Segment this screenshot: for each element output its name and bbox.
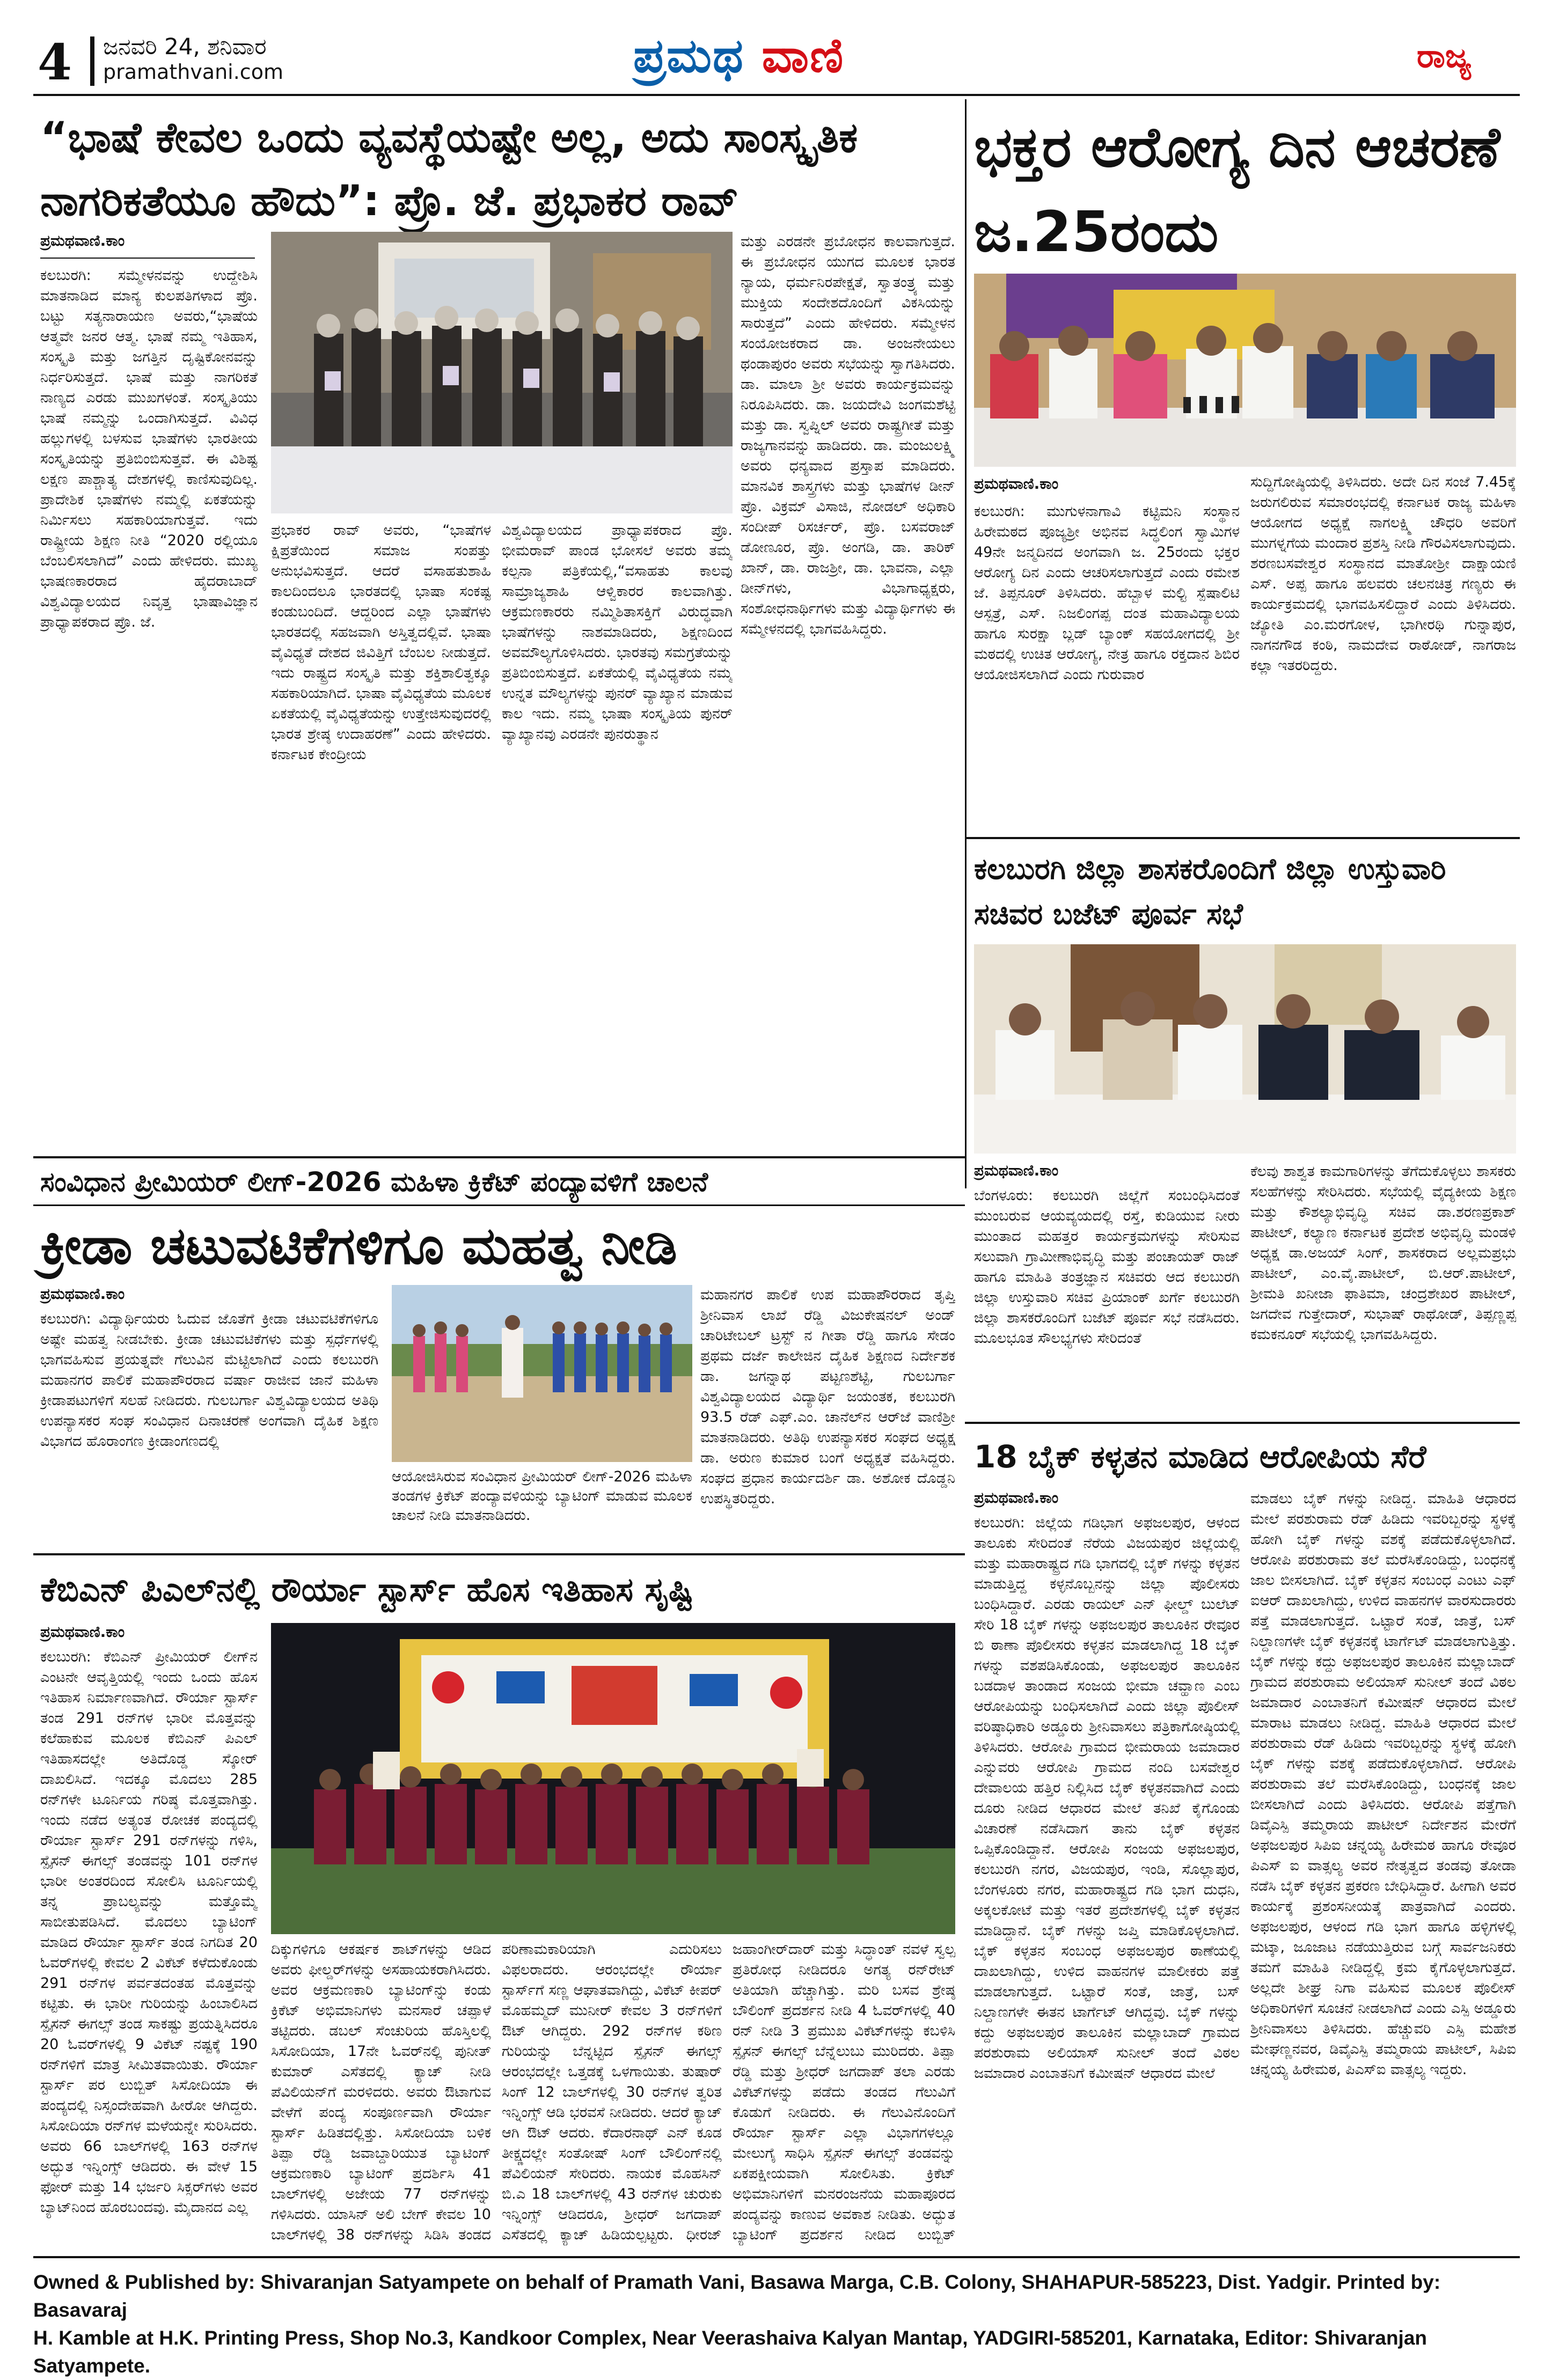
- imprint-footer: [33, 2268, 1520, 2380]
- language-col2: ಪ್ರಭಾಕರ ರಾವ್ ಅವರು, “ಭಾಷೆಗಳ ಕ್ಷಿಪ್ರತೆಯಿಂದ ಸಮಾಜ ಸಂಪತ್ತು ಅನುಭವಿಸುತ್ತದೆ. ಆದರೆ ವಸಾಹತುಶಾಹಿ ಕಾಲದಿಂದಲೂ ಭಾರತದಲ್ಲಿ ಭಾಷಾ ಸಂಕಷ್ಟ ಕಂಡುಬಂದಿದೆ. ಆದ್ದರಿಂದ ಎಲ್ಲಾ ಭಾಷೆಗಳು ಭಾರತದಲ್ಲಿ ಸಹಜವಾಗಿ ಅಸ್ತಿತ್ವದಲ್ಲಿವೆ. ಭಾಷಾ ವೈವಿಧ್ಯತೆ ದೇಶದ ಜಿವಿತ್ತಿಗೆ ಬೆಂಬಲ ನೀಡುತ್ತದೆ. ಇದು ರಾಷ್ಟ್ರದ ಸಂಸ್ಕೃತಿ ಮತ್ತು ಶಕ್ತಿಶಾಲಿತ್ವಕ್ಕೂ ಸಹಕಾರಿಯಾಗಿದೆ. ಭಾಷಾ ವೈವಿಧ್ಯತೆಯ ಮೂಲಕ ಏಕತೆಯಲ್ಲಿ ವೈವಿಧ್ಯತೆಯನ್ನು ಉತ್ತೇಜಿಸುವುದರಲ್ಲಿ ಭಾರತ ಶ್ರೇಷ್ಠ ಉದಾಹರಣೆ” ಎಂದು ಹೇಳಿದರು. ಕರ್ನಾಟಕ ಕೇಂದ್ರೀಯ: [271, 522, 491, 763]
- byline-rule: [40, 258, 255, 259]
- budget-col2: ಕೆಲವು ಶಾಶ್ವತ ಕಾಮಗಾರಿಗಳನ್ನು ತೆಗೆದುಕೊಳ್ಳಲು ಶಾಸಕರು ಸಲಹೆಗಳನ್ನು ಸೇರಿಸಿದರು. ಸಭೆಯಲ್ಲಿ ವೈದ್ಯಕೀಯ ಶಿಕ್ಷಣ ಮತ್ತು ಕೌಶಲ್ಯಾಭಿವೃದ್ಧಿ ಸಚಿವ ಡಾ.ಶರಣಪ್ರಕಾಶ್ ಪಾಟೀಲ್, ಕಲ್ಯಾಣ ಕರ್ನಾಟಕ ಪ್ರದೇಶ ಅಭಿವೃದ್ಧಿ ಮಂಡಳಿ ಅಧ್ಯಕ್ಷ ಡಾ.ಅಜಯ್ ಸಿಂಗ್, ಶಾಸಕರಾದ ಅಲ್ಲಮಪ್ರಭು ಪಾಟೀಲ್, ಎಂ.ವೈ.ಪಾಟೀಲ್, ಬಿ.ಆರ್.ಪಾಟೀಲ್, ಶ್ರೀಮತಿ ಖನೀಜಾ ಫಾತಿಮಾ, ಚಂದ್ರಶೇಖರ ಪಾಟೀಲ್, ಜಗದೇವ ಗುತ್ತೇದಾರ್, ಸುಭಾಷ್ ರಾಥೋಡ್, ತಿಪ್ಪಣ್ಣಪ್ಪ ಕಮಕನೂರ್ ಸಭೆಯಲ್ಲಿ ಭಾಗವಹಿಸಿದ್ದರು.: [1250, 1163, 1516, 1343]
- language-col4: ಮತ್ತು ಎರಡನೇ ಪ್ರಬೋಧನ ಕಾಲವಾಗುತ್ತದೆ. ಈ ಪ್ರಬೋಧನ ಯುಗದ ಮೂಲಕ ಭಾರತ ನ್ಯಾಯ, ಧರ್ಮನಿರಪೇಕ್ಷತೆ, ಸ್ವಾತಂತ್ರ್ಯ ಮತ್ತು ಮುಕ್ತಿಯ ಸಂದೇಶದೊಂದಿಗೆ ವಿಕಸಿಯನ್ನು ಸಾರುತ್ತದೆ” ಎಂದು ಹೇಳಿದರು. ಸಮ್ಮೇಳನ ಸಂಯೋಜಕರಾದ ಡಾ. ಅಂಜನೇಯಲು ಥಂಡಾಪುರಂ ಅವರು ಸಭೆಯನ್ನು ಸ್ವಾಗತಿಸಿದರು. ಡಾ. ಮಾಲಾ ಶ್ರೀ ಅವರು ಕಾರ್ಯಕ್ರಮವನ್ನು ನಿರೂಪಿಸಿದರು. ಡಾ. ಜಯದೇವಿ ಜಂಗಮಶೆಟ್ಟಿ ಮತ್ತು ಡಾ. ಸ್ವಪ್ನಿಲ್ ಅವರು ರಾಷ್ಟ್ರಗೀತೆ ಮತ್ತು ರಾಜ್ಯಗಾನವನ್ನು ಹಾಡಿದರು. ಡಾ. ಮಂಜುಲಕ್ಷ್ಮಿ ಅವರು ಧನ್ಯವಾದ ಪ್ರಸ್ತಾಪ ಮಾಡಿದರು. ಮಾನವಿಕ ಶಾಸ್ತ್ರಗಳು ಮತ್ತು ಭಾಷೆಗಳ ಡೀನ್ ಪ್ರೊ. ವಿಕ್ರಮ್ ವಿಸಾಜಿ, ನೋಡಲ್ ಅಧಿಕಾರಿ ಸಂದೀಪ್ ರಿಸರ್ಚರ್, ಪ್ರೊ. ಬಸವರಾಜ್ ಡೋಣೂರ, ಪ್ರೊ. ಅಂಗಡಿ, ಡಾ. ತಾರಿಕ್ ಖಾನ್, ಡಾ. ರಾಜಶ್ರೀ, ಡಾ. ಭಾವನಾ, ಎಲ್ಲಾ ಡೀನ್‌ಗಳು, ವಿಭಾಗಾಧ್ಯಕ್ಷರು, ಸಂಶೋಧನಾರ್ಥಿಗಳು ಮತ್ತು ವಿದ್ಯಾರ್ಥಿಗಳು ಈ ಸಮ್ಮೇಳನದಲ್ಲಿ ಭಾಗವಹಿಸಿದ್ದರು.: [741, 233, 955, 637]
- kpl-team-photo: [271, 1623, 955, 1934]
- theft-top-rule: [965, 1422, 1520, 1424]
- theft-col2: ಮಾಡಲು ಬೈಕ್ ಗಳನ್ನು ನೀಡಿದ್ದ. ಮಾಹಿತಿ ಆಧಾರದ ಮೇಲೆ ಪರಶುರಾಮ ರೆಡ್ ಹಿಡಿದು ಇವರಿಬ್ಬರನ್ನು ಸ್ಥಳಕ್ಕೆ ಹೋಗಿ ಬೈಕ್ ಗಳನ್ನು ವಶಕ್ಕೆ ಪಡೆದುಕೊಳ್ಳಲಾಗಿದೆ. ಆರೋಪಿ ಪರಶುರಾಮ ತಲೆ ಮರೆಸಿಕೊಂಡಿದ್ದು, ಬಂಧನಕ್ಕೆ ಜಾಲ ಬೀಸಲಾಗಿದೆ. ಬೈಕ್ ಕಳ್ಳತನ ಸಂಬಂಧ ಎಂಟು ಎಫ್ ಐಆರ್ ದಾಖಲಾಗಿದ್ದು, ಉಳಿದ ವಾಹನಗಳ ವಾರಸುದಾರರು ಪತ್ತೆ ಮಾಡಲಾಗುತ್ತದೆ. ಒಟ್ಟಾರೆ ಸಂತೆ, ಜಾತ್ರೆ, ಬಸ್ ನಿಲ್ದಾಣಗಳೇ ಬೈಕ್ ಕಳ್ಳತನಕ್ಕೆ ಟಾರ್ಗೆಟ್ ಮಾಡಲಾಗುತ್ತಿತ್ತು. ಬೈಕ್ ಗಳನ್ನು ಕದ್ದು ಅಫಜಲಪುರ ತಾಲೂಕಿನ ಮಲ್ಲಾಬಾದ್ ಗ್ರಾಮದ ಪರಶುರಾಮ ಅಲಿಯಾಸ್ ಸುನೀಲ್ ತಂದೆ ವಿಠಲ ಜಮಾದಾರ ಎಂಬಾತನಿಗೆ ಕಮೀಷನ್ ಆಧಾರದ ಮೇಲೆ ಮಾರಾಟ ಮಾಡಲು ನೀಡಿದ್ದ. ಮಾಹಿತಿ ಆಧಾರದ ಮೇಲೆ ಪರಶುರಾಮ ರೆಡ್ ಹಿಡಿದು ಇವರಿಬ್ಬರನ್ನು ಸ್ಥಳಕ್ಕೆ ಹೋಗಿ ಬೈಕ್ ಗಳನ್ನು ವಶಕ್ಕೆ ಪಡೆದುಕೊಳ್ಳಲಾಗಿದೆ. ಆರೋಪಿ ಪರಶುರಾಮ ತಲೆ ಮರೆಸಿಕೊಂಡಿದ್ದು, ಬಂಧನಕ್ಕೆ ಜಾಲ ಬೀಸಲಾಗಿದೆ ಎಂದು ತಿಳಿಸಿದರು. ಆರೋಪಿ ಪತ್ತೆಗಾಗಿ ಡಿವೈಎಸ್ಪಿ ತಮ್ಮರಾಯ ಪಾಟೀಲ್ ನಿರ್ದೇಶನ ಮೇರೆಗೆ ಅಫಜಲಪುರ ಸಿಪಿಐ ಚನ್ನಯ್ಯ ಹಿರೇಮಠ ಹಾಗೂ ರೇವೂರ ಪಿಎಸ್ ಐ ವಾತ್ಸಲ್ಯ ಅವರ ನೇತೃತ್ವದ ತಂಡವು ತೋಡಾ ನಡೆಸಿ ಬೈಕ್ ಕಳ್ಳತನ ಪ್ರಕರಣ ಬೇಧಿಸಿದ್ದಾರೆ. ಹೀಗಾಗಿ ಅವರ ಕಾರ್ಯಕ್ಕೆ ಪ್ರಶಂಸನೀಯತ್ಕೆ ಪಾತ್ರವಾಗಿದೆ ಎಂದರು. ಅಫಜಲಪುರ, ಆಳಂದ ಗಡಿ ಭಾಗ ಹಾಗೂ ಹಳ್ಳಿಗಳಲ್ಲಿ ಮಟ್ಕಾ, ಜೂಜಾಟ ನಡೆಯುತ್ತಿರುವ ಬಗ್ಗೆ ಸಾರ್ವಜನಿಕರು ತಮಗೆ ಮಾಹಿತಿ ನೀಡಿದ್ದಲ್ಲಿ ಕ್ರಮ ಕೈಗೊಳ್ಳಲಾಗುತ್ತದೆ. ಅಲ್ಲದೇ ಶೀಘ್ರ ನಿಗಾ ವಹಿಸುವ ಮೂಲಕ ಪೊಲೀಸ್ ಅಧಿಕಾರಿಗಳಿಗೆ ಸೂಚನೆ ನೀಡಲಾಗಿದೆ ಎಂದು ಎಸ್ಪಿ ಅಡ್ಡೂರು ಶ್ರೀನಿವಾಸಲು ತಿಳಿಸಿದರು. ಹೆಚ್ಚುವರಿ ಎಸ್ಪಿ ಮಹೇಶ ಮೇಘಣ್ಣನವರ, ಡಿವೈಎಸ್ಪಿ ತಮ್ಮರಾಯ ಪಾಟೀಲ್, ಸಿಪಿಐ ಚನ್ನಯ್ಯ ಹಿರೇಮಠ, ಪಿಎಸ್ಐ ವಾತ್ಸಲ್ಯ ಇದ್ದರು.: [1250, 1490, 1516, 2078]
- health-headline: ಭಕ್ತರ ಆರೋಗ್ಯ ದಿನ ಆಚರಣೆ ಜ.25ರಂದು: [974, 114, 1500, 265]
- cricket-photo-caption: ಆಯೋಜಿಸಿರುವ ಸಂವಿಧಾನ ಪ್ರೀಮಿಯರ್ ಲೀಗ್-2026 ಮಹಿಳಾ ತಂಡಗಳ ಕ್ರಿಕೆಟ್ ಪಂದ್ಯಾವಳಿಯನ್ನು ಬ್ಯಾಟಿಂಗ್ ಮಾಡುವ ಮೂಲಕ ಚಾಲನೆ ನೀಡಿ ಮಾತನಾಡಿದರು.: [392, 1468, 692, 1524]
- issue-date: ಜನವರಿ 24, ಶನಿವಾರ: [103, 33, 267, 60]
- language-col1: ಕಲಬುರಗಿ: ಸಮ್ಮೇಳನವನ್ನು ಉದ್ದೇಶಿಸಿ ಮಾತನಾಡಿದ ಮಾನ್ಯ ಕುಲಪತಿಗಳಾದ ಪ್ರೊ. ಬಟ್ಟು ಸತ್ಯನಾರಾಯಣ ಅವರು,“ಭಾಷೆಯ ಆತ್ಮವೇ ಜನರ ಆತ್ಮ. ಭಾಷೆ ನಮ್ಮ ಇತಿಹಾಸ, ಸಂಸ್ಕೃತಿ ಮತ್ತು ಜಗತ್ತಿನ ದೃಷ್ಟಿಕೋನವನ್ನು ನಿರ್ಧರಿಸುತ್ತದೆ. ಭಾಷೆ ಮತ್ತು ನಾಗರಿಕತೆ ನಾಣ್ಯದ ಎರಡು ಮುಖಗಳಂತೆ. ಸಂಸ್ಕೃತಿಯು ಭಾಷೆ ನಮ್ಮನ್ನು ಒಂದಾಗಿಸುತ್ತದೆ. ವಿವಿಧ ಹಲ್ಲುಗಳಲ್ಲಿ ಬಳಸುವ ಭಾಷೆಗಳು ಭಾರತೀಯ ಸಂಸ್ಕೃತಿಯನ್ನು ಪ್ರತಿಬಿಂಬಿಸುತ್ತವೆ. ಈ ವಿಶಿಷ್ಟ ಲಕ್ಷಣ ಪಾಶ್ಚಾತ್ಯ ದೇಶಗಳಲ್ಲಿ ಕಾಣಿಸುವುದಿಲ್ಲ. ಪ್ರಾದೇಶಿಕ ಭಾಷೆಗಳು ನಮ್ಮಲ್ಲಿ ಏಕತೆಯನ್ನು ನಿರ್ಮಿಸಲು ಸಹಕಾರಿಯಾಗುತ್ತವೆ. ಇದು ರಾಷ್ಟ್ರೀಯ ಶಿಕ್ಷಣ ನೀತಿ “2020 ರಲ್ಲಿಯೂ ಬೆಂಬಲಿಸಲಾಗಿದೆ” ಎಂದು ಹೇಳಿದರು. ಮುಖ್ಯ ಭಾಷಣಕಾರರಾದ ಹೈದರಾಬಾದ್ ವಿಶ್ವವಿದ್ಯಾಲಯದ ನಿವೃತ್ತ ಭಾಷಾವಿಜ್ಞಾನ ಪ್ರಾಧ್ಯಾಪಕರಾದ ಪ್ರೊ. ಜೆ.: [40, 267, 258, 630]
- section-label: ರಾಜ್ಯ: [1417, 38, 1472, 75]
- health-col1: ಕಲಬುರಗಿ: ಮುಗುಳನಾಗಾವಿ ಕಟ್ಟಿಮನಿ ಸಂಸ್ಥಾನ ಹಿರೇಮಠದ ಪೂಜ್ಯಶ್ರೀ ಅಭಿನವ ಸಿದ್ಧಲಿಂಗ ಸ್ವಾಮಿಗಳ 49ನೇ ಜನ್ಮದಿನದ ಅಂಗವಾಗಿ ಜ. 25ರಂದು ಭಕ್ತರ ಆರೋಗ್ಯ ದಿನ ಎಂದು ಆಚರಿಸಲಾಗುತ್ತದೆ ಎಂದು ರಮೇಶ ಜೆ. ತಿಪ್ಪನೂರ್ ತಿಳಿಸಿದರು. ಹೆಬ್ಬಾಳ ಮಲ್ಟಿ ಸ್ಪೆಷಾಲಿಟಿ ಆಸ್ಪತ್ರೆ, ಎಸ್. ನಿಜಲಿಂಗಪ್ಪ ದಂತ ಮಹಾವಿದ್ಯಾಲಯ ಹಾಗೂ ಸುರಕ್ಷಾ ಬ್ಲಡ್ ಬ್ಯಾಂಕ್ ಸಹಯೋಗದಲ್ಲಿ ಶ್ರೀ ಮಠದಲ್ಲಿ ಉಚಿತ ಆರೋಗ್ಯ, ನೇತ್ರ ಹಾಗೂ ರಕ್ತದಾನ ಶಿಬಿರ ಆಯೋಜಿಸಲಾಗಿದೆ ಎಂದು ಗುರುವಾರ: [974, 503, 1240, 683]
- cricket-headline: ಕ್ರೀಡಾ ಚಟುವಟಿಕೆಗಳಿಗೂ ಮಹತ್ವ ನೀಡಿ: [40, 1216, 677, 1276]
- budget-headline: ಕಲಬುರಗಿ ಜಿಲ್ಲಾ ಶಾಸಕರೊಂದಿಗೆ ಜಿಲ್ಲಾ ಉಸ್ತುವಾರಿ ಸಚಿವರ ಬಜೆಟ್ ಪೂರ್ವ ಸಭೆ: [974, 852, 1446, 931]
- imprint-line1: Owned & Published by: Shivaranjan Satyampete on behalf of Pramath Vani, Basawa Marga, C.B. Colony, SHAHAPUR-585223, Dist. Yadgir. Printed by: Basavaraj: [33, 2271, 1441, 2321]
- column-divider: [965, 99, 967, 1188]
- theft-col1: ಕಲಬುರಗಿ: ಜಿಲ್ಲೆಯ ಗಡಿಭಾಗ ಅಫಜಲಪುರ, ಆಳಂದ ತಾಲೂಕು ಸೇರಿದಂತೆ ನೆರೆಯ ವಿಜಯಪುರ ಜಿಲ್ಲೆಯಲ್ಲಿ ಮತ್ತು ಮಹಾರಾಷ್ಟ್ರದ ಗಡಿ ಭಾಗದಲ್ಲಿ ಬೈಕ್ ಗಳನ್ನು ಕಳ್ಳತನ ಮಾಡುತ್ತಿದ್ದ ಕಳ್ಳನೊಬ್ಬನನ್ನು ಜಿಲ್ಲಾ ಪೊಲೀಸರು ಬಂಧಿಸಿದ್ದಾರೆ. ಎರಡು ರಾಯಲ್ ಎನ್ ಫೀಲ್ಡ್ ಬುಲೆಟ್ ಸೇರಿ 18 ಬೈಕ್ ಗಳನ್ನು ಅಫಜಲಪುರ ತಾಲೂಕಿನ ರೇವೂರ ಬಿ ಠಾಣಾ ಪೊಲೀಸರು ಕಳ್ಳತನ ಮಾಡಲಾಗಿದ್ದ 18 ಬೈಕ್ ಗಳನ್ನು ವಶಪಡಿಸಿಕೊಂಡು, ಅಫಜಲಪುರ ತಾಲೂಕಿನ ಬಡದಾಳ ತಾಂಡಾದ ಸಂಜಯ ಭೀಮಾ ಚವ್ಹಾಣ ಎಂಬ ಆರೋಪಿಯನ್ನು ಬಂಧಿಸಲಾಗಿದೆ ಎಂದು ಜಿಲ್ಲಾ ಪೊಲೀಸ್ ವರಿಷ್ಠಾಧಿಕಾರಿ ಅಡ್ಡೂರು ಶ್ರೀನಿವಾಸಲು ಪತ್ರಿಕಾಗೋಷ್ಠಿಯಲ್ಲಿ ತಿಳಿಸಿದರು. ಆರೋಪಿ ಗ್ರಾಮದ ಭೀಮರಾಯ ಜಮಾದಾರ ಎನ್ನುವರು ಆರೋಪಿ ಗ್ರಾಮದ ನಂದಿ ಬಸವೇಶ್ವರ ದೇವಾಲಯ ಹತ್ತಿರ ನಿಲ್ಲಿಸಿದ ಬೈಕ್ ಕಳ್ಳತನವಾಗಿದೆ ಎಂದು ದೂರು ನೀಡಿದ ಆಧಾರದ ಮೇಲೆ ತನಿಖೆ ಕೈಗೊಂಡು ವಿಚಾರಣೆ ನಡೆಸಿದಾಗ ತಾನು ಬೈಕ್ ಕಳ್ಳತನ ಒಪ್ಪಿಕೊಂಡಿದ್ದಾನೆ. ಆರೋಪಿ ಸಂಜಯ ಅಫಜಲಪುರ, ಕಲಬುರಗಿ ನಗರ, ವಿಜಯಪುರ, ಇಂಡಿ, ಸೊಲ್ಲಾಪುರ, ಬೆಂಗಳೂರು ನಗರ, ಮಹಾರಾಷ್ಟ್ರದ ಗಡಿ ಭಾಗ ದುಧನಿ, ಅಕ್ಕಲಕೋಟೆ ಮತ್ತು ಇತರೆ ಪ್ರದೇಶಗಳಲ್ಲಿ ಬೈಕ್ ಕಳ್ಳತನ ಮಾಡಿದ್ದಾನೆ. ಬೈಕ್ ಗಳನ್ನು ಜಪ್ತಿ ಮಾಡಿಕೊಳ್ಳಲಾಗಿದೆ. ಬೈಕ್ ಕಳ್ಳತನ ಸಂಬಂಧ ಅಫಜಲಪುರ ಠಾಣೆಯಲ್ಲಿ ದಾಖಲಾಗಿದ್ದು, ಉಳಿದ ವಾಹನಗಳ ಮಾಲೀಕರು ಪತ್ತೆ ಮಾಡಲಾಗುತ್ತದೆ. ಒಟ್ಟಾರೆ ಸಂತೆ, ಜಾತ್ರೆ, ಬಸ್ ನಿಲ್ದಾಣಗಳೇ ಈತನ ಟಾರ್ಗೆಟ್ ಆಗಿದ್ದವು. ಬೈಕ್ ಗಳನ್ನು ಕದ್ದು ಅಫಜಲಪುರ ತಾಲೂಕಿನ ಮಲ್ಲಾಬಾದ್ ಗ್ರಾಮದ ಪರಶುರಾಮ ಅಲಿಯಾಸ್ ಸುನೀಲ್ ತಂದೆ ವಿಠಲ ಜಮಾದಾರ ಎಂಬಾತನಿಗೆ ಕಮೀಷನ್ ಆಧಾರದ ಮೇಲೆ: [974, 1515, 1240, 2082]
- cricket-match-photo: [392, 1285, 692, 1462]
- kpl-headline: ಕೆಬಿಎನ್ ಪಿಎಲ್‌ನಲ್ಲಿ ರೌರ್ಯಾ ಸ್ಟಾರ್ಸ್ ಹೊಸ ಇತಿಹಾಸ ಸೃಷ್ಟಿ: [40, 1570, 694, 1609]
- budget-col1: ಬೆಂಗಳೂರು: ಕಲಬುರಗಿ ಜಿಲ್ಲೆಗೆ ಸಂಬಂಧಿಸಿದಂತೆ ಮುಂಬರುವ ಆಯವ್ಯಯದಲ್ಲಿ ರಸ್ತೆ, ಕುಡಿಯುವ ನೀರು ಮುಂತಾದ ಮಹತ್ತರ ಕಾರ್ಯಕ್ರಮಗಳನ್ನು ಸೇರಿಸುವ ಸಲುವಾಗಿ ಗ್ರಾಮೀಣಾಭಿವೃದ್ಧಿ ಮತ್ತು ಪಂಚಾಯತ್ ರಾಜ್ ಹಾಗೂ ಮಾಹಿತಿ ತಂತ್ರಜ್ಞಾನ ಸಚಿವರು ಆದ ಕಲಬುರಗಿ ಜಿಲ್ಲಾ ಉಸ್ತುವಾರಿ ಸಚಿವ ಪ್ರಿಯಾಂಕ್ ಖರ್ಗೆ ಕಲಬುರಗಿ ಜಿಲ್ಲಾ ಶಾಸಕರೊಂದಿಗೆ ಬಜೆಟ್ ಪೂರ್ವ ಸಭೆ ನಡೆಸಿದರು. ಮೂಲಭೂತ ಸೌಲಭ್ಯಗಳು ಸೇರಿದಂತೆ: [974, 1187, 1240, 1347]
- health-byline: ಪ್ರಮಥವಾಣಿ.ಕಾಂ: [974, 475, 1059, 493]
- kpl-col4: ಜಹಾಂಗೀರ್‌ದಾರ್ ಮತ್ತು ಸಿದ್ಧಾಂತ್ ನವಳೆ ಸ್ವಲ್ಪ ಪ್ರತಿರೋಧ ನೀಡಿದರೂ ಅಗತ್ಯ ರನ್‌ರೇಟ್ ಅತಿಯಾಗಿ ಹೆಚ್ಚಾಗಿತ್ತು. ಮರಿ ಬಸವ ಶ್ರೇಷ್ಠ ಬೌಲಿಂಗ್ ಪ್ರದರ್ಶನ ನೀಡಿ 4 ಓವರ್‌ಗಳಲ್ಲಿ 40 ರನ್ ನೀಡಿ 3 ಪ್ರಮುಖ ವಿಕೆಟ್‌ಗಳನ್ನು ಕಬಳಿಸಿ ಸ್ಪೈಸನ್ ಈಗಲ್ಸ್ ಬೆನ್ನೆಲುಬು ಮುರಿದರು. ತಿಪ್ಪಾ ರೆಡ್ಡಿ ಮತ್ತು ಶ್ರೀಧರ್ ಜಗದಾಪ್ ತಲಾ ಎರಡು ವಿಕೆಟ್‌ಗಳನ್ನು ಪಡೆದು ತಂಡದ ಗೆಲುವಿಗೆ ಕೊಡುಗೆ ನೀಡಿದರು. ಈ ಗೆಲುವಿನೊಂದಿಗೆ ರೌರ್ಯಾ ಸ್ಟಾರ್ಸ್ ಎಲ್ಲಾ ವಿಭಾಗಗಳಲ್ಲೂ ಮೇಲುಗೈ ಸಾಧಿಸಿ ಸ್ಪೈಸನ್ ಈಗಲ್ಸ್ ತಂಡವನ್ನು ಏಕಪಕ್ಷೀಯವಾಗಿ ಸೋಲಿಸಿತು. ಕ್ರಿಕೆಟ್ ಅಭಿಮಾನಿಗಳಿಗೆ ಮನರಂಜನೆಯ ಮಹಾಪೂರದ ಪಂದ್ಯವನ್ನು ಕಾಣುವ ಅವಕಾಶ ನೀಡಿತು. ಅದ್ಭುತ ಬ್ಯಾಟಿಂಗ್ ಪ್ರದರ್ಶನ ನೀಡಿದ ಲುಬ್ಬಿತ್: [733, 1941, 955, 2243]
- cricket-top-rule: [33, 1156, 965, 1158]
- cricket-kicker-rule: [33, 1204, 965, 1206]
- kpl-col1: ಕಲಬುರಗಿ: ಕೆಬಿಎನ್ ಪ್ರೀಮಿಯರ್ ಲೀಗ್‌ನ ಎಂಟನೇ ಆವೃತ್ತಿಯಲ್ಲಿ ಇಂದು ಒಂದು ಹೊಸ ಇತಿಹಾಸ ನಿರ್ಮಾಣವಾಗಿದೆ. ರೌರ್ಯಾ ಸ್ಟಾರ್ಸ್ ತಂಡ 291 ರನ್‌ಗಳ ಭಾರೀ ಮೊತ್ತವನ್ನು ಕಲೆಹಾಕುವ ಮೂಲಕ ಕೆಬಿಎನ್ ಪಿಎಲ್ ಇತಿಹಾಸದಲ್ಲೇ ಅತಿದೊಡ್ಡ ಸ್ಕೋರ್ ದಾಖಲಿಸಿದೆ. ಇದಕ್ಕೂ ಮೊದಲು 285 ರನ್‌ಗಳೇ ಟೂರ್ನಿಯ ಗರಿಷ್ಠ ಮೊತ್ತವಾಗಿತ್ತು. ಇಂದು ನಡೆದ ಅತ್ಯಂತ ರೋಚಕ ಪಂದ್ಯದಲ್ಲಿ ರೌರ್ಯಾ ಸ್ಟಾರ್ಸ್ 291 ರನ್‌ಗಳನ್ನು ಗಳಿಸಿ, ಸ್ಪೈಸನ್ ಈಗಲ್ಸ್ ತಂಡವನ್ನು 101 ರನ್‌ಗಳ ಭಾರೀ ಅಂತರದಿಂದ ಸೋಲಿಸಿ ಟೂರ್ನಿಯಲ್ಲಿ ತನ್ನ ಪ್ರಾಬಲ್ಯವನ್ನು ಮತ್ತೊಮ್ಮೆ ಸಾಬೀತುಪಡಿಸಿದೆ. ಮೊದಲು ಬ್ಯಾಟಿಂಗ್ ಮಾಡಿದ ರೌರ್ಯಾ ಸ್ಟಾರ್ಸ್ ತಂಡ ನಿಗದಿತ 20 ಓವರ್‌ಗಳಲ್ಲಿ ಕೇವಲ 2 ವಿಕೆಟ್ ಕಳೆದುಕೊಂಡು 291 ರನ್‌ಗಳ ಪರ್ವತದಂತಹ ಮೊತ್ತವನ್ನು ಕಟ್ಟಿತು. ಈ ಭಾರೀ ಗುರಿಯನ್ನು ಹಿಂಬಾಲಿಸಿದ ಸ್ಪೈಸನ್ ಈಗಲ್ಸ್ ತಂಡ ಸಾಕಷ್ಟು ಪ್ರಯತ್ನಿಸಿದರೂ 20 ಓವರ್‌ಗಳಲ್ಲಿ 9 ವಿಕೆಟ್ ನಷ್ಟಕ್ಕೆ 190 ರನ್‌ಗಳಿಗೆ ಮಾತ್ರ ಸೀಮಿತವಾಯಿತು. ರೌರ್ಯಾ ಸ್ಟಾರ್ಸ್ ಪರ ಲುಬ್ಬಿತ್ ಸಿಸೋದಿಯಾ ಈ ಪಂದ್ಯದಲ್ಲಿ ನಿಸ್ಸಂದೇಹವಾಗಿ ಹೀರೋ ಆಗಿದ್ದರು. ಸಿಸೋದಿಯಾ ರನ್‌ಗಳ ಮಳೆಯನ್ನೇ ಸುರಿಸಿದರು. ಅವರು 66 ಬಾಲ್‌ಗಳಲ್ಲಿ 163 ರನ್‌ಗಳ ಅದ್ಭುತ ಇನ್ನಿಂಗ್ಸ್ ಆಡಿದರು. ಈ ವೇಳೆ 15 ಫೋರ್ ಮತ್ತು 14 ಭರ್ಜರಿ ಸಿಕ್ಸರ್‌ಗಳು ಅವರ ಬ್ಯಾಟ್‌ನಿಂದ ಹೊರಬಂದವು. ಮೈದಾನದ ಎಲ್ಲ: [40, 1649, 258, 2216]
- health-col2: ಸುದ್ದಿಗೋಷ್ಠಿಯಲ್ಲಿ ತಿಳಿಸಿದರು. ಅದೇ ದಿನ ಸಂಜೆ 7.45ಕ್ಕೆ ಜರುಗಲಿರುವ ಸಮಾರಂಭದಲ್ಲಿ ಕರ್ನಾಟಕ ರಾಜ್ಯ ಮಹಿಳಾ ಆಯೋಗದ ಅಧ್ಯಕ್ಷೆ ನಾಗಲಕ್ಷ್ಮಿ ಚೌಧರಿ ಅವರಿಗೆ ಮುಗಳ್ನಗೆಯ ಮಂದಾರ ಪ್ರಶಸ್ತಿ ನೀಡಿ ಗೌರವಿಸಲಾಗುವುದು. ಶರಣಬಸವೇಶ್ವರ ಸಂಸ್ಥಾನದ ಮಾತೋಶ್ರೀ ದಾಕ್ಷಾಯಣಿ ಎಸ್. ಅಪ್ಪ ಹಾಗೂ ಹಲವರು ಚಲನಚಿತ್ರ ಗಣ್ಯರು ಈ ಕಾರ್ಯಕ್ರಮದಲ್ಲಿ ಭಾಗವಹಿಸಲಿದ್ದಾರೆ ಎಂದು ತಿಳಿಸಿದರು. ಜ್ಯೋತಿ ಎಂ.ಮರಗೋಳ, ಭಾಗೀರಥಿ ಗುನ್ನಾಪುರ, ನಾಗನಗೌಡ ಕಂಠಿ, ನಾಮದೇವ ರಾಠೋಡ್, ನಾಗರಾಜ ಕಲ್ಲಾ ಇತರರಿದ್ದರು.: [1250, 474, 1516, 674]
- imprint-line2: H. Kamble at H.K. Printing Press, Shop No.3, Kandkoor Complex, Near Veerashaiva Kalyan Mantap, YADGIRI-585201, Karnataka, Editor: Shivaranjan Satyampete.: [33, 2327, 1427, 2377]
- cricket-kicker: ಸಂವಿಧಾನ ಪ್ರೀಮಿಯರ್ ಲೀಗ್-2026 ಮಹಿಳಾ ಕ್ರಿಕೆಟ್ ಪಂದ್ಯಾವಳಿಗೆ ಚಾಲನೆ: [40, 1166, 708, 1198]
- cricket-byline: ಪ್ರಮಥವಾಣಿ.ಕಾಂ: [40, 1285, 125, 1303]
- header-divider: [90, 36, 94, 86]
- masthead-part1: ಪ್ರಮಥ: [633, 28, 744, 83]
- theft-byline: ಪ್ರಮಥವಾಣಿ.ಕಾಂ: [974, 1489, 1059, 1507]
- cricket-col3: ಮಹಾನಗರ ಪಾಲಿಕೆ ಉಪ ಮಹಾಪೌರರಾದ ತೃಪ್ತಿ ಶ್ರೀನಿವಾಸ ಲಾಖೆ ರೆಡ್ಡಿ ವಿಜುಕೇಷನಲ್ ಅಂಡ್ ಚಾರಿಟೇಬಲ್ ಟ್ರಸ್ಟ್ ನ ಗೀತಾ ರೆಡ್ಡಿ ಹಾಗೂ ಸೇಡಂ ಪ್ರಥಮ ದರ್ಜೆ ಕಾಲೇಜಿನ ದೈಹಿಕ ಶಿಕ್ಷಣದ ನಿರ್ದೇಶಕ ಡಾ. ಜಗನ್ನಾಥ ಪಟ್ಟಣಶೆಟ್ಟಿ, ಗುಲಬರ್ಗಾ ವಿಶ್ವವಿದ್ಯಾಲಯದ ವಿದ್ಯಾರ್ಥಿ ಜಯಂತಕ, ಕಲಬುರಗಿ 93.5 ರೆಡ್ ಎಫ್.ಎಂ. ಚಾನೆಲ್‌ನ ಆರ್‌ಜೆ ವಾಣಿಶ್ರೀ ಮಾತನಾಡಿದರು. ಅತಿಥಿ ಉಪನ್ಯಾಸಕರ ಸಂಘದ ಅಧ್ಯಕ್ಷ ಡಾ. ಅರುಣ ಕುಮಾರ ಬಂಗೆ ಅಧ್ಯಕ್ಷತೆ ವಹಿಸಿದ್ದರು. ಸಂಘದ ಪ್ರಧಾನ ಕಾರ್ಯದರ್ಶಿ ಡಾ. ಅಶೋಕ ದೊಡ್ಡನಿ ಉಪಸ್ಥಿತರಿದ್ದರು.: [700, 1287, 955, 1507]
- health-press-photo: [974, 274, 1516, 467]
- masthead-logo: [633, 28, 844, 84]
- budget-meeting-photo: [974, 944, 1516, 1154]
- kpl-top-rule: [33, 1553, 965, 1555]
- cricket-col1: ಕಲಬುರಗಿ: ವಿದ್ಯಾರ್ಥಿಯರು ಓದುವ ಜೊತೆಗೆ ಕ್ರೀಡಾ ಚಟುವಟಿಕೆಗಳಿಗೂ ಅಷ್ಟೇ ಮಹತ್ವ ನೀಡಬೇಕು. ಕ್ರೀಡಾ ಚಟುವಟಿಕೆಗಳು ಮತ್ತು ಸ್ಪರ್ಧೆಗಳಲ್ಲಿ ಭಾಗವಹಿಸುವ ಪ್ರಯತ್ನವೇ ಗೆಲುವಿನ ಮೆಟ್ಟಿಲಾಗಿದೆ ಎಂದು ಕಲಬುರಗಿ ಮಹಾನಗರ ಪಾಲಿಕೆ ಮಹಾಪೌರರಾದ ವರ್ಷಾ ರಾಜೀವ ಜಾನೆ ಮಹಿಳಾ ಕ್ರೀಡಾಪಟುಗಳಿಗೆ ಸಲಹೆ ನೀಡಿದರು. ಗುಲಬರ್ಗಾ ವಿಶ್ವವಿದ್ಯಾಲಯದ ಅತಿಥಿ ಉಪನ್ಯಾಸಕರ ಸಂಘ ಸಂವಿಧಾನ ದಿನಾಚರಣೆ ಅಂಗವಾಗಿ ದೈಹಿಕ ಶಿಕ್ಷಣ ವಿಭಾಗದ ಹೊರಾಂಗಣ ಕ್ರೀಡಾಂಗಣದಲ್ಲಿ: [40, 1311, 378, 1450]
- kpl-byline: ಪ್ರಮಥವಾಣಿ.ಕಾಂ: [40, 1623, 125, 1641]
- seminar-photo: [271, 232, 733, 513]
- budget-byline: ಪ್ರಮಥವಾಣಿ.ಕಾಂ: [974, 1162, 1059, 1179]
- language-col3: ವಿಶ್ವವಿದ್ಯಾಲಯದ ಪ್ರಾಧ್ಯಾಪಕರಾದ ಪ್ರೊ. ಭೀಮರಾವ್ ಪಾಂಡ ಭೋಸಲೆ ಅವರು ತಮ್ಮ ಕಲ್ಪನಾ ಪತ್ರಿಕೆಯಲ್ಲಿ,“ವಸಾಹತು ಕಾಲವು ಸಾಮ್ರಾಜ್ಯಶಾಹಿ ಆಳ್ವಿಕಾರರ ಕಾಲವಾಗಿತ್ತು. ಆಕ್ರಮಣಕಾರರು ನಮ್ಮಿಶಿತಾಸಕ್ತಿಗೆ ವಿರುದ್ಧವಾಗಿ ಭಾಷೆಗಳನ್ನು ನಾಶಮಾಡಿದರು, ಶಿಕ್ಷಣದಿಂದ ಅವಮೌಲ್ಯಗೊಳಿಸಿದರು. ಭಾರತವು ಸಮಗ್ರತೆಯನ್ನು ಪ್ರತಿಬಿಂಬಿಸುತ್ತದೆ. ಏಕತೆಯಲ್ಲಿ ವೈವಿಧ್ಯತೆಯ ನಮ್ಮ ಉನ್ನತ ಮೌಲ್ಯಗಳನ್ನು ಪುನರ್ ವ್ಯಾಖ್ಯಾನ ಮಾಡುವ ಕಾಲ ಇದು. ನಮ್ಮ ಭಾಷಾ ಸಂಸ್ಕೃತಿಯ ಪುನರ್ ವ್ಯಾಖ್ಯಾನವು ಎರಡನೇ ಪುನರುತ್ಥಾನ: [502, 522, 733, 743]
- theft-headline: 18 ಬೈಕ್ ಕಳ್ಳತನ ಮಾಡಿದ ಆರೋಪಿಯ ಸೆರೆ: [974, 1438, 1426, 1475]
- footer-rule: [33, 2256, 1520, 2258]
- kpl-col2: ದಿಕ್ಕುಗಳಿಗೂ ಆಕರ್ಷಕ ಶಾಟ್‌ಗಳನ್ನು ಆಡಿದ ಅವರು ಫೀಲ್ಡರ್‌ಗಳನ್ನು ಅಸಹಾಯಕರಾಗಿಸಿದರು. ಅವರ ಆಕ್ರಮಣಕಾರಿ ಬ್ಯಾಟಿಂಗ್‌ನ್ನು ಕಂಡು ಕ್ರಿಕೆಟ್ ಅಭಿಮಾನಿಗಳು ಮನಸಾರೆ ಚಪ್ಪಾಳೆ ತಟ್ಟಿದರು. ಡಬಲ್ ಸೆಂಚುರಿಯ ಹೊಸ್ತಿಲಲ್ಲಿ ಸಿಸೋದಿಯಾ, 17ನೇ ಓವರ್‌ನಲ್ಲಿ ಪುನೀತ್ ಕುಮಾರ್ ಎಸೆತದಲ್ಲಿ ಕ್ಯಾಚ್ ನೀಡಿ ಪೆವಿಲಿಯನ್‌ಗೆ ಮರಳಿದರು. ಅವರು ಔಟಾಗುವ ವೇಳೆಗೆ ಪಂದ್ಯ ಸಂಪೂರ್ಣವಾಗಿ ರೌರ್ಯಾ ಸ್ಟಾರ್ಸ್ ಹಿಡಿತದಲ್ಲಿತ್ತು. ಸಿಸೋದಿಯಾ ಬಳಿಕ ತಿಪ್ಪಾ ರೆಡ್ಡಿ ಜವಾಬ್ದಾರಿಯುತ ಬ್ಯಾಟಿಂಗ್ ಆಕ್ರಮಣಕಾರಿ ಬ್ಯಾಟಿಂಗ್ ಪ್ರದರ್ಶಿಸಿ 41 ಬಾಲ್‌ಗಳಲ್ಲಿ ಅಜೇಯ 77 ರನ್‌ಗಳನ್ನು ಗಳಿಸಿದರು. ಯಾಸಿನ್ ಅಲಿ ಬೇಗ್ ಕೇವಲ 10 ಬಾಲ್‌ಗಳಲ್ಲಿ 38 ರನ್‌ಗಳನ್ನು ಸಿಡಿಸಿ ತಂಡದ: [271, 1941, 491, 2243]
- masthead-part2: ವಾಣಿ: [762, 28, 845, 83]
- website-link[interactable]: pramathvani.com: [103, 60, 283, 84]
- kpl-col3: ಪರಿಣಾಮಕಾರಿಯಾಗಿ ಎದುರಿಸಲು ವಿಫಲರಾದರು. ಆರಂಭದಲ್ಲೇ ರೌರ್ಯಾ ಸ್ಟಾರ್ಸ್‌ಗೆ ಸಣ್ಣ ಆಘಾತವಾಗಿದ್ದು, ವಿಕೆಟ್ ಕೀಪರ್ ಮೊಹಮ್ಮದ್ ಮುನೀರ್ ಕೇವಲ 3 ರನ್‌ಗಳಿಗೆ ಔಟ್ ಆಗಿದ್ದರು. 292 ರನ್‌ಗಳ ಕಠಿಣ ಗುರಿಯನ್ನು ಬೆನ್ನಟ್ಟಿದ ಸ್ಪೈಸನ್ ಈಗಲ್ಸ್ ಆರಂಭದಲ್ಲೇ ಒತ್ತಡಕ್ಕೆ ಒಳಗಾಯಿತು. ತುಷಾರ್ ಸಿಂಗ್ 12 ಬಾಲ್‌ಗಳಲ್ಲಿ 30 ರನ್‌ಗಳ ತ್ವರಿತ ಇನ್ನಿಂಗ್ಸ್ ಆಡಿ ಭರವಸೆ ನೀಡಿದರು. ಆದರೆ ಕ್ಯಾಚ್ ಆಗಿ ಔಟ್ ಆದರು. ಕೆದಾರನಾಥ್ ಎನ್ ಕೂಡ ತೀಕ್ಷ್ಣದಲ್ಲೇ ಸಂತೋಷ್ ಸಿಂಗ್ ಬೌಲಿಂಗ್‌ನಲ್ಲಿ ಪೆವಿಲಿಯನ್ ಸೇರಿದರು. ನಾಯಕ ಮೊಹಸಿನ್ ಬಿ.ಎ 18 ಬಾಲ್‌ಗಳಲ್ಲಿ 43 ರನ್‌ಗಳ ಚುರುಕು ಇನ್ನಿಂಗ್ಸ್ ಆಡಿದರೂ, ಶ್ರೀಧರ್ ಜಗದಾಪ್ ಎಸೆತದಲ್ಲಿ ಕ್ಯಾಚ್ ಹಿಡಿಯಲ್ಪಟ್ಟರು. ಧೀರಜ್: [502, 1941, 722, 2243]
- language-byline: ಪ್ರಮಥವಾಣಿ.ಕಾಂ: [40, 232, 125, 249]
- health-end-rule: [965, 837, 1520, 839]
- header-rule: [33, 94, 1520, 96]
- language-headline: “ಭಾಷೆ ಕೇವಲ ಒಂದು ವ್ಯವಸ್ಥೆಯಷ್ಟೇ ಅಲ್ಲ, ಅದು ಸಾಂಸ್ಕೃತಿಕ ನಾಗರಿಕತೆಯೂ ಹೌದು”: ಪ್ರೊ. ಜೆ. ಪ್ರಭಾಕರ ರಾವ್: [40, 114, 858, 225]
- page-number: 4: [38, 33, 72, 91]
